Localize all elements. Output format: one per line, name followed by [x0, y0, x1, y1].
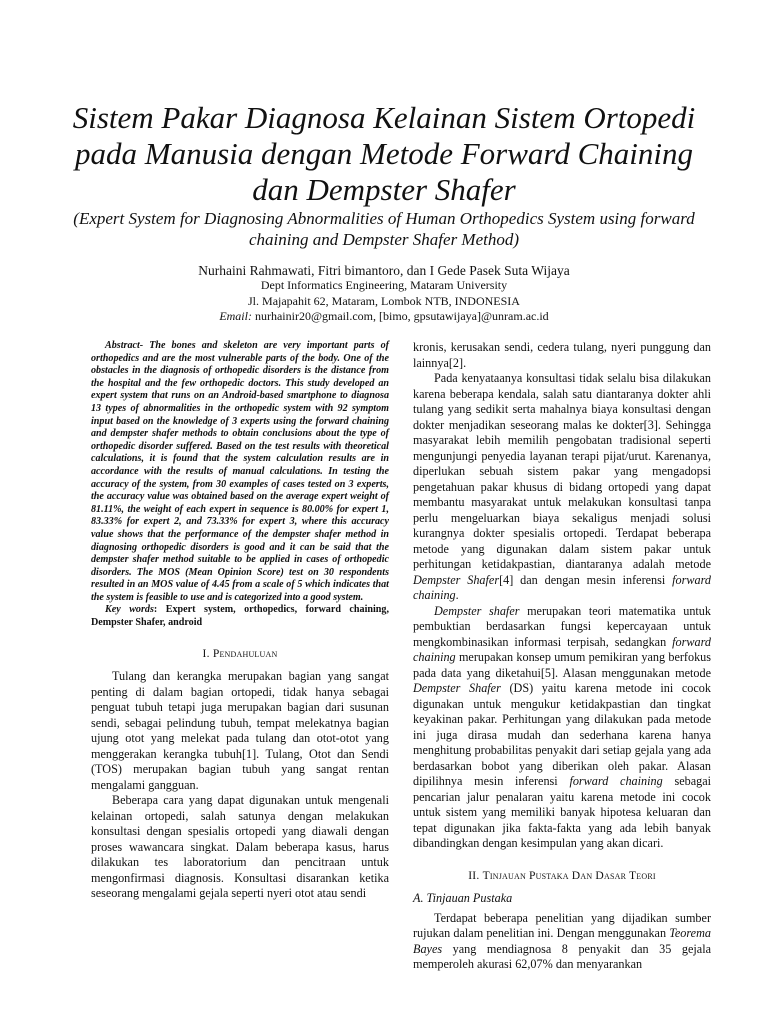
email-addresses: nurhainir20@gmail.com, [bimo, gpsutawijaya]@unram.ac.id — [254, 309, 549, 323]
email-line — [60, 309, 708, 325]
text-run: (DS) yaitu karena metode ini cocok digunakan untuk mengukur ketidakpastian dan tingkat keyakinan pakar. Perhitungan yang dilakukan pada metode ini juga dirasa mudah dan sederhana karena hanya menghitung probabilitas penyakit dari setiap gejala yang ada berdasarkan bobot yang diberikan oleh pakar. Alasan dipilihnya mesin inferensi — [413, 681, 711, 788]
email-label: Email: — [219, 309, 252, 323]
author-list: Nurhaini Rahmawati, Fitri bimantoro, dan I Gede Pasek Suta Wijaya — [198, 263, 570, 278]
abstract: Abstract- The bones and skeleton are very important parts of orthopedics and are the most vulnerable parts of the body. One of the obstacles in the diagnosis of orthopedic disorders is the distance from the hospital and the few orthopedic doctors. This study developed an expert system that runs on an Android-based smartphone to diagnosa 13 types of abnormalities in the orthopedic system with 92 symptom input based on the knowledge of 3 experts using the forward chaining and dempster shafer methods to obtain conclusions about the type of orthopedic disorder suffered. Based on the test results with theoretical calculations, it is found that the system calculation results are in accordance with the results of manual calculations. In testing the accuracy of the system, from 30 examples of cases tested on 3 experts, the accuracy value was obtained based on the average expert weight of 81.11%, the weight of each expert in sequence is 80.00% for expert 1, 83.33% for expert 2, and 73.33% for expert 3, where this accuracy value shows that the performance of the dempster shafer method in diagnosing orthopedic disorders is good and it can be said that the dempster shafer method suitable to be applied in cases of orthopedic disorders. The MOS (Mean Opinion Score) test on 30 respondents resulted in an MOS value of 4.45 from a scale of 5 which indicates that the system is feasible to use and is categorized into a good system. — [91, 340, 389, 603]
intro-paragraph-2-cont: kronis, kerusakan sendi, cedera tulang, nyeri punggung dan lainnya[2]. — [413, 340, 711, 370]
section-1-heading — [91, 646, 389, 662]
keywords-label: Key words — [105, 604, 154, 616]
text-run: . — [455, 588, 459, 602]
text-run-italic: forward chaining — [569, 774, 663, 788]
text-run: yang mendiagnosa 8 penyakit dan 35 gejala memperoleh akurasi 62,07% dan menyarankan — [413, 941, 711, 971]
text-run: merupakan konsep umum pemikiran yang berfokus pada data yang diketahui[5]. Alasan menggunakan metode — [413, 650, 711, 680]
intro-paragraph-2: Beberapa cara yang dapat digunakan untuk mengenali kelainan ortopedi, salah satunya dengan melakukan konsultasi dengan spesialis ortopedi yang diawali dengan proses wawancara singkat. Dalam beberapa kasus, harus dilakukan tes laboratorium dan pencitraan untuk mengonfirmasi diagnosis. Konsultasi disarankan ketika seseorang mengalami gejala seperti nyeri otot atau sendi — [91, 793, 389, 901]
text-run: sebagai pencarian jalur penalaran yaitu karena metode ini cocok untuk sistem yang memiliki banyak hipotesa keluaran dan tepat digunakan jika fakta-fakta yang ada lebih banyak dibandingkan dengan kesimpulan yang akan dicari. — [413, 774, 712, 850]
section-1-title: Pendahuluan — [212, 646, 278, 660]
department: Dept Informatics Engineering, Mataram University — [260, 278, 508, 292]
text-run: [4] dan dengan mesin inferensi — [499, 572, 673, 587]
affiliation-block — [60, 278, 708, 325]
text-run-italic: Teorema Bayes — [413, 926, 711, 956]
subsection-a-heading: A. Tinjauan Pustaka — [413, 891, 513, 905]
section-1-number: I. — [202, 646, 213, 660]
section-2-number: II. — [468, 868, 483, 882]
intro-paragraph-3 — [413, 371, 711, 604]
paper-title: Sistem Pakar Diagnosa Kelainan Sistem Ortopedi pada Manusia dengan Metode Forward Chaining dan Dempster Shafer — [72, 100, 696, 207]
intro-paragraph-4 — [413, 604, 711, 852]
text-run: Pada kenyataanya konsultasi tidak selalu bisa dilakukan karena beberapa kendala, salah satu diantaranya dokter ahli tulang yang sedikit serta mahalnya biaya konsultasi dengan dokter menjadikan seseorang malas ke dokter[3]. Sehingga masyarakat lebih memilih pengobatan tradisional seperti mengunjungi penyedia layanan terapi pijat/urut. Karenanya, diperlukan sebuah sistem pakar yang mengadopsi pengetahuan pakar khusus di bidang ortopedi yang dapat membantu masyarakat untuk melakukan konsultasi tanpa perlu mengeluarkan biaya sekaligus menjadi solusi kurangnya dokter spesialis ortopedi. Terdapat beberapa metode yang digunakan dalam sistem pakar untuk perhitungan ketidakpastian, diantaranya adalah metode — [413, 371, 711, 571]
intro-paragraph-1: Tulang dan kerangka merupakan bagian yang sangat penting di dalam bagian ortopedi, tidak hanya sebagai penguat tubuh tetapi juga merupakan bagian dari susunan sendi, sebagai pelindung tubuh, tempat melekatnya bagian ujung otot yang melekat pada tulang dan otot-otot yang menggerakan kerangka tubuh[1]. Tulang, Otot dan Sendi (TOS) merupakan bagian tubuh yang sangat rentan mengalami gangguan. — [91, 669, 389, 792]
left-column — [91, 340, 389, 902]
text-run-italic: Dempster Shafer — [413, 681, 501, 695]
paper-subtitle: (Expert System for Diagnosing Abnormalities of Human Orthopedics System using forward chaining and Dempster Shafer Method) — [73, 209, 695, 249]
literature-paragraph-1 — [413, 911, 711, 973]
text-run-italic: Dempster Shafer — [413, 572, 500, 587]
right-column — [413, 340, 711, 973]
keywords-text: : Expert system, orthopedics, forward chaining, Dempster Shafer, android — [91, 604, 389, 629]
keywords — [91, 604, 389, 629]
text-run: merupakan teori matematika untuk pembuktian berdasarkan fungsi kepercayaan untuk mengkombinasikan informasi terpisah, sedangkan — [413, 603, 711, 649]
section-2-heading — [413, 868, 711, 884]
section-2-title: Tinjauan Pustaka Dan Dasar Teori — [482, 868, 656, 882]
text-run: Terdapat beberapa penelitian yang dijadikan sumber rujukan dalam penelitian ini. Dengan menggunakan — [413, 910, 711, 940]
text-run-italic: forward chaining — [413, 634, 711, 664]
text-run-italic: forward chaining — [413, 572, 711, 602]
address: Jl. Majapahit 62, Mataram, Lombok NTB, INDONESIA — [248, 293, 520, 308]
text-run-italic: Dempster shafer — [434, 603, 520, 618]
